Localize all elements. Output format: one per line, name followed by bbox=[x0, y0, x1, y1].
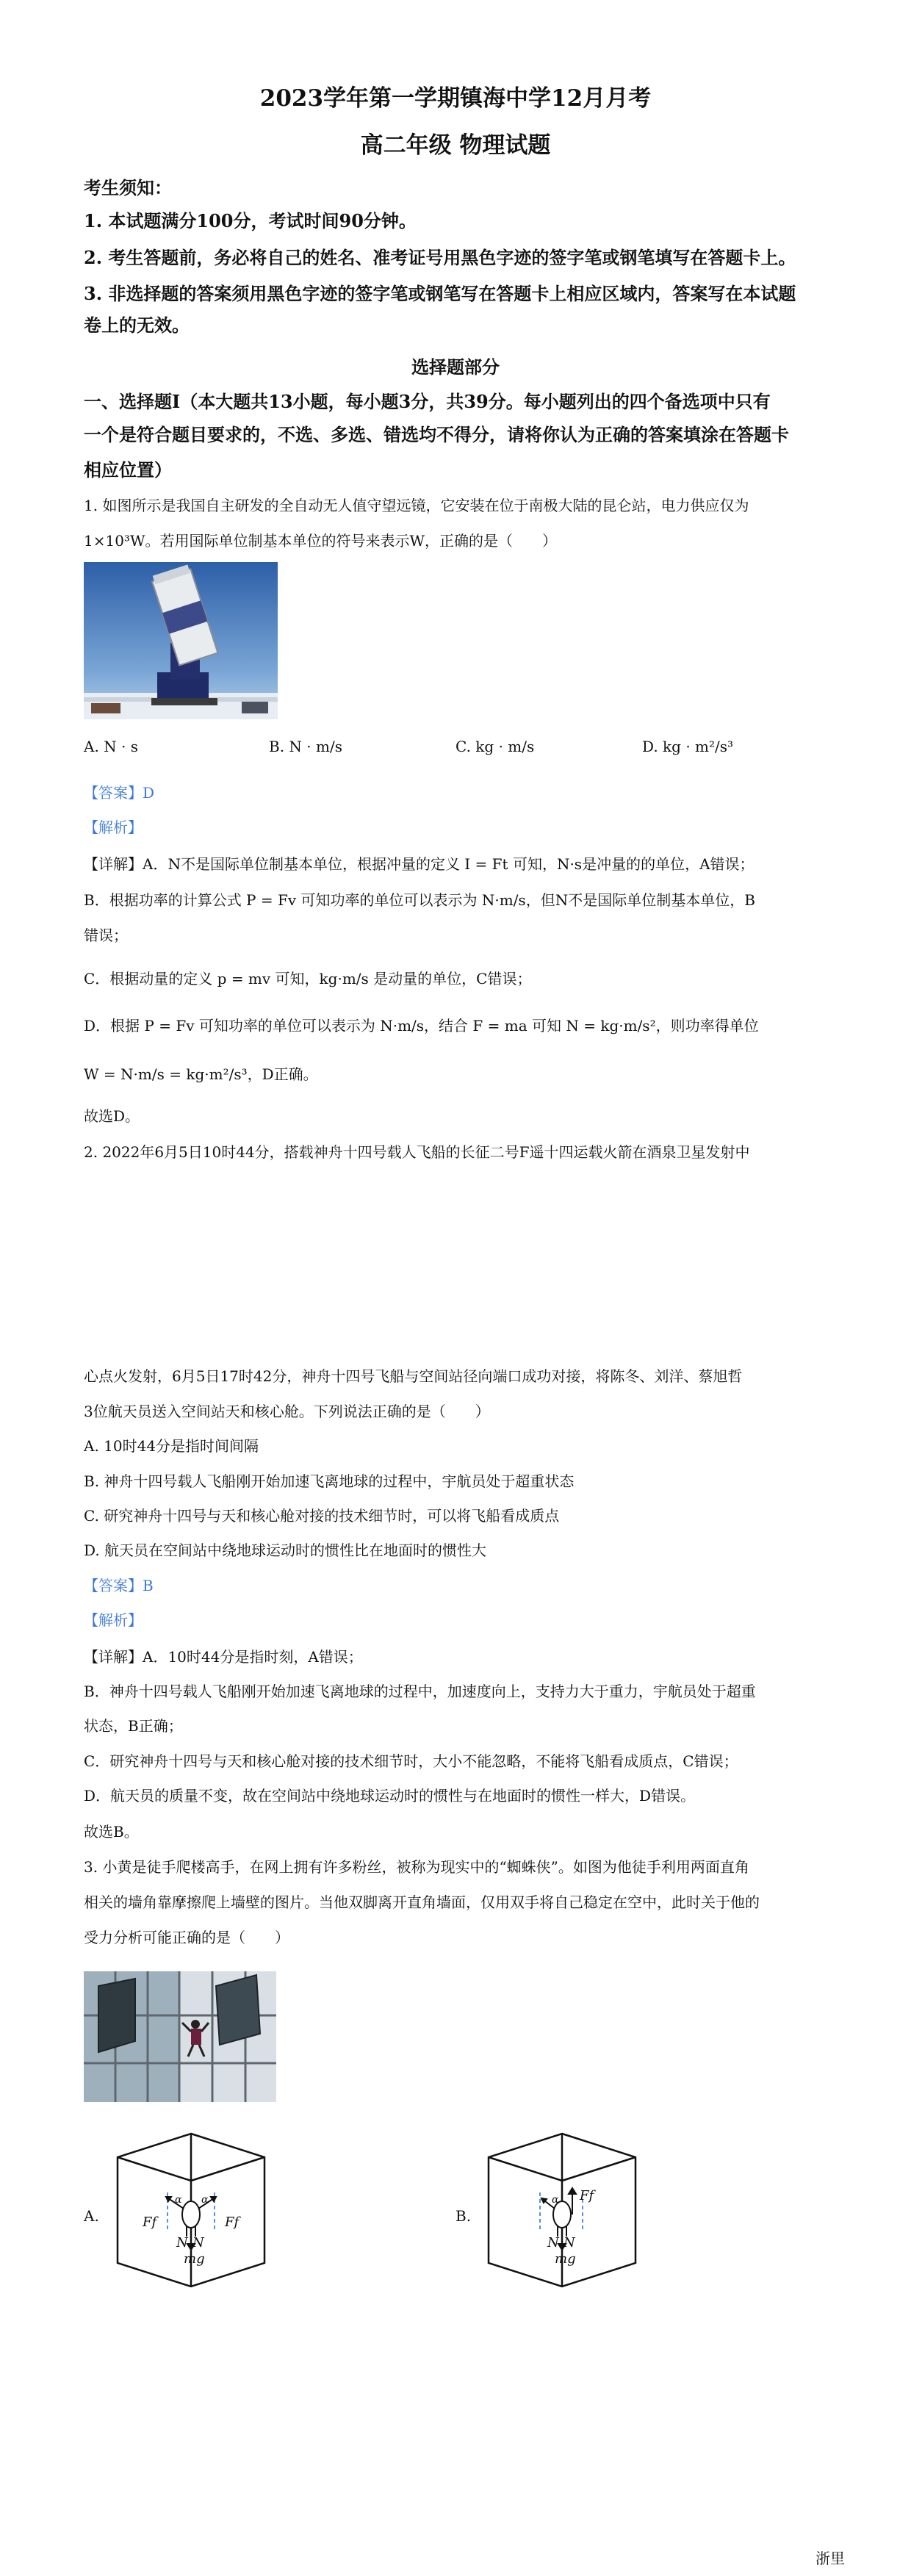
gravity-label: mg bbox=[555, 2251, 576, 2267]
q2-stem: 3位航天员送入空间站天和核心舱。下列说法正确的是（ ） bbox=[84, 1403, 490, 1420]
section-title: 选择题部分 bbox=[411, 356, 500, 378]
q1-explanation: W = N·m/s = kg·m²/s³，D正确。 bbox=[84, 1065, 318, 1083]
gravity-label: mg bbox=[184, 2251, 205, 2267]
exam-subtitle: 高二年级 物理试题 bbox=[360, 132, 551, 159]
q2-stem: 2. 2022年6月5日10时44分，搭载神舟十四号载人飞船的长征二号F遥十四运载火箭在酒泉卫星发射中 bbox=[84, 1143, 750, 1161]
q2-explanation: B．神舟十四号载人飞船刚开始加速飞离地球的过程中，加速度向上，支持力大于重力，宇航员处于超重 bbox=[84, 1683, 756, 1700]
q2-explanation: C．研究神舟十四号与天和核心舱对接的技术细节时，大小不能忽略，不能将飞船看成质点，C错误； bbox=[84, 1752, 738, 1770]
q3-stem: 3. 小黄是徒手爬楼高手，在网上拥有许多粉丝，被称为现实中的“蜘蛛侠”。如图为他徒手利用两面直角 bbox=[84, 1858, 749, 1876]
q3-stem: 相关的墙角靠摩擦爬上墙壁的图片。当他双脚离开直角墙面，仅用双手将自己稳定在空中，此时关于他的 bbox=[84, 1893, 760, 1911]
q2-option-a: A. 10时44分是指时间间隔 bbox=[84, 1437, 259, 1455]
footer-corner-text: 浙里 bbox=[815, 2550, 845, 2567]
normal-label: N bbox=[192, 2235, 204, 2251]
q2-option-b: B. 神舟十四号载人飞船刚开始加速飞离地球的过程中，宇航员处于超重状态 bbox=[84, 1472, 575, 1490]
q2-stem: 心点火发射，6月5日17时42分，神舟十四号飞船与空间站径向端口成功对接，将陈冬、刘洋、蔡旭哲 bbox=[84, 1367, 743, 1385]
q2-explanation: 【详解】A．10时44分是指时刻，A错误； bbox=[84, 1648, 363, 1666]
alpha-label: α bbox=[201, 2194, 209, 2206]
friction-label: Ff bbox=[225, 2215, 240, 2230]
q3-option-b: B. bbox=[455, 2207, 472, 2225]
q3-diagram-b bbox=[481, 2129, 643, 2291]
q2-option-c: C. 研究神舟十四号与天和核心舱对接的技术细节时，可以将飞船看成质点 bbox=[84, 1507, 560, 1525]
notice-heading: 考生须知： bbox=[84, 177, 172, 198]
notice-item: 3. 非选择题的答案须用黑色字迹的签字笔或钢笔写在答题卡上相应区域内，答案写在本试题 bbox=[84, 283, 796, 304]
alpha-label: α bbox=[175, 2194, 182, 2206]
q2-explanation: 故选B。 bbox=[84, 1823, 139, 1841]
q3-option-a: A. bbox=[84, 2207, 99, 2225]
normal-label: N bbox=[547, 2235, 559, 2251]
notice-item: 2. 考生答题前，务必将自己的姓名、准考证号用黑色字迹的签字笔或钢笔填写在答题卡上。 bbox=[84, 247, 796, 268]
q1-analysis-tag: 【解析】 bbox=[84, 819, 143, 836]
q1-explanation: 错误； bbox=[84, 927, 128, 944]
q1-explanation: C．根据动量的定义 p = mv 可知，kg·m/s 是动量的单位，C错误； bbox=[84, 970, 532, 987]
friction-label: Ff bbox=[580, 2188, 594, 2203]
normal-label: N bbox=[176, 2235, 188, 2251]
section-instruction: 一个是符合题目要求的，不选、多选、错选均不得分，请将你认为正确的答案填涂在答题卡 bbox=[84, 424, 789, 445]
q2-analysis-tag: 【解析】 bbox=[84, 1611, 143, 1629]
q3-stem: 受力分析可能正确的是（ ） bbox=[84, 1929, 289, 1946]
notice-item: 卷上的无效。 bbox=[84, 314, 190, 336]
q2-explanation: 状态，B正确； bbox=[84, 1717, 183, 1735]
q3-diagram-a bbox=[110, 2129, 272, 2291]
friction-label: Ff bbox=[143, 2215, 157, 2230]
alpha-label: α bbox=[552, 2194, 559, 2206]
q2-option-d: D. 航天员在空间站中绕地球运动时的惯性比在地面时的惯性大 bbox=[84, 1541, 487, 1559]
q2-answer: 【答案】B bbox=[84, 1577, 154, 1594]
q1-option-a: A. N · s bbox=[84, 738, 138, 755]
q1-option-c: C. kg · m/s bbox=[455, 738, 535, 755]
q1-explanation: D．根据 P = Fv 可知功率的单位可以表示为 N·m/s，结合 F = ma 可知 N = kg·m/s²，则功率得单位 bbox=[84, 1017, 759, 1035]
climber-photo bbox=[84, 1971, 276, 2102]
q2-explanation: D．航天员的质量不变，故在空间站中绕地球运动时的惯性与在地面时的惯性一样大，D错误。 bbox=[84, 1787, 696, 1805]
exam-title: 2023学年第一学期镇海中学12月月考 bbox=[259, 85, 652, 112]
notice-item: 1. 本试题满分100分，考试时间90分钟。 bbox=[84, 210, 417, 231]
q1-stem: 1. 如图所示是我国自主研发的全自动无人值守望远镜，它安装在位于南极大陆的昆仑站，电力供应仅为 bbox=[84, 497, 749, 514]
section-instruction: 一、选择题Ⅰ（本大题共13小题，每小题3分，共39分。每小题列出的四个备选项中只有 bbox=[84, 391, 771, 412]
section-instruction: 相应位置） bbox=[84, 459, 172, 481]
q1-explanation: 【详解】A．N不是国际单位制基本单位，根据冲量的定义 I = Ft 可知，N·s是冲量的的单位，A错误； bbox=[84, 855, 755, 873]
telescope-photo bbox=[84, 562, 278, 719]
normal-label: N bbox=[563, 2235, 575, 2251]
q1-option-b: B. N · m/s bbox=[269, 738, 342, 755]
q1-explanation: B．根据功率的计算公式 P = Fv 可知功率的单位可以表示为 N·m/s，但N不是国际单位制基本单位，B bbox=[84, 891, 755, 909]
q1-explanation: 故选D。 bbox=[84, 1107, 140, 1125]
q1-option-d: D. kg · m²/s³ bbox=[642, 738, 734, 755]
q1-stem: 1×10³W。若用国际单位制基本单位的符号来表示W，正确的是（ ） bbox=[84, 532, 558, 550]
q1-answer: 【答案】D bbox=[84, 784, 155, 802]
